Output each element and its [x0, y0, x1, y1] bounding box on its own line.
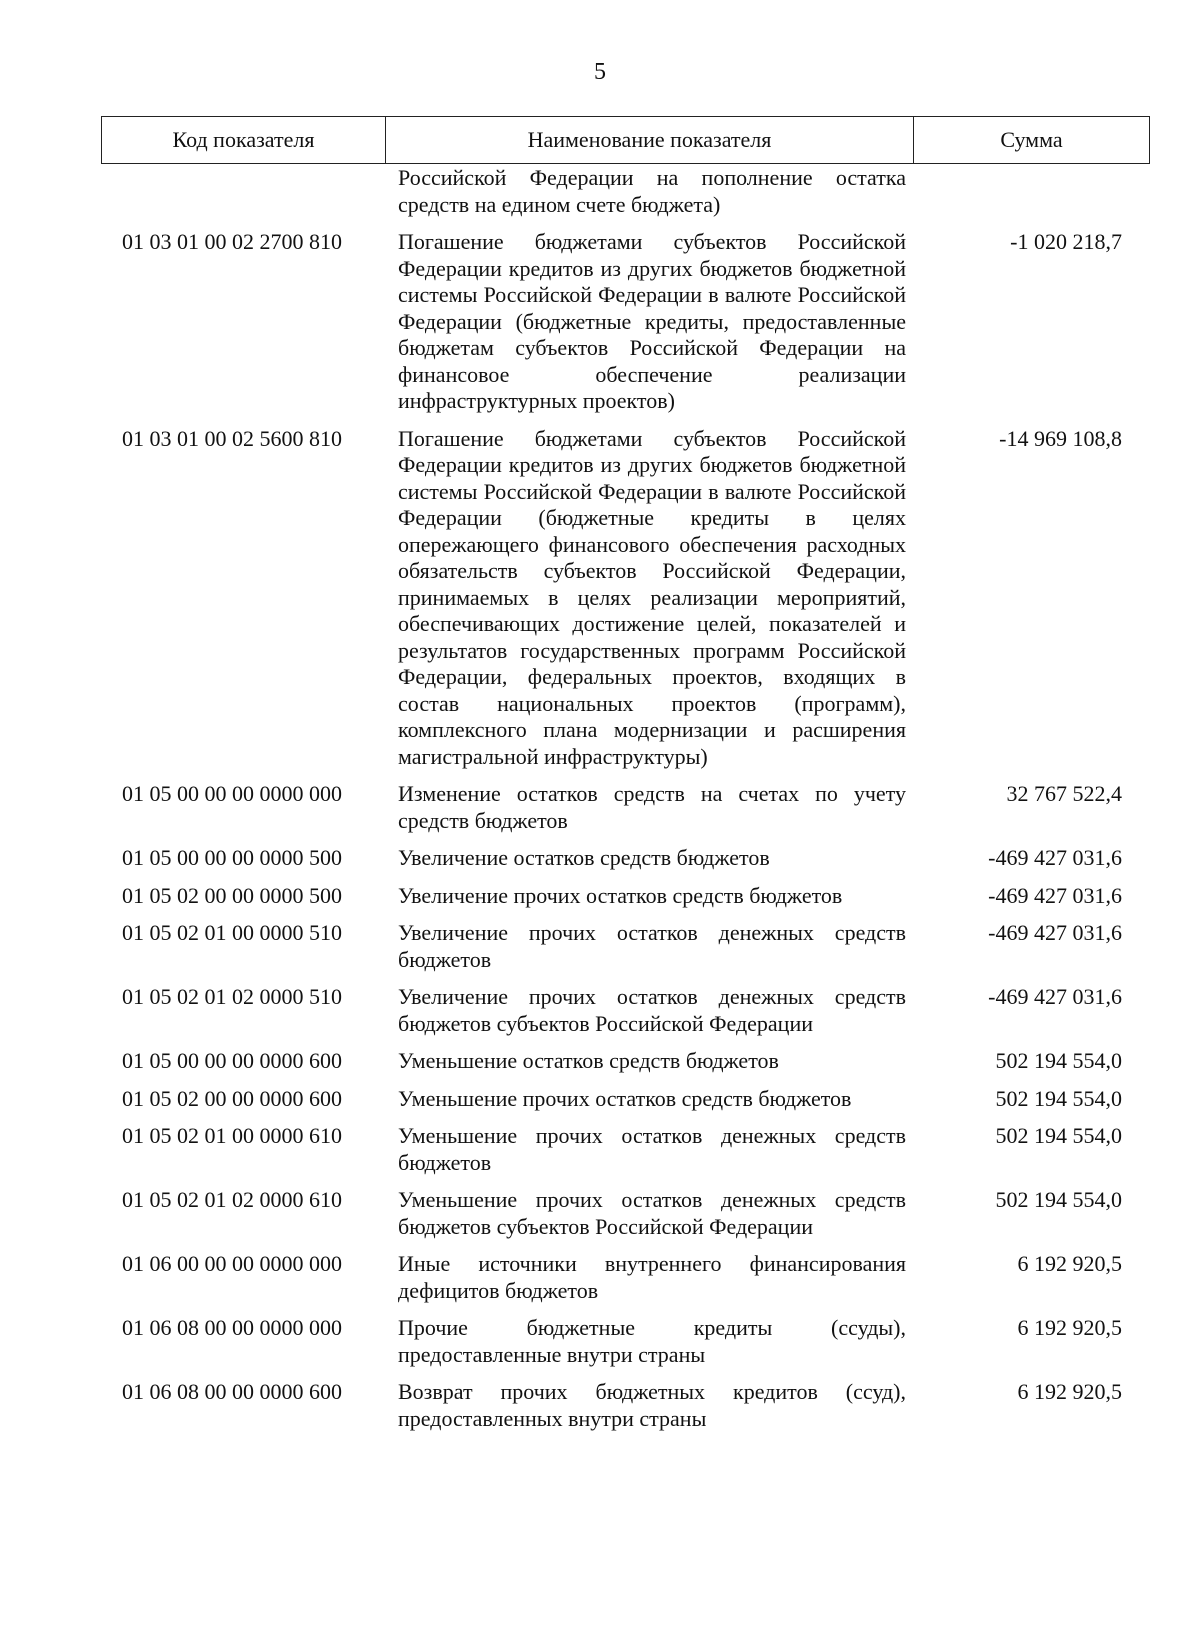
row-amount: 502 194 554,0 — [995, 1085, 1122, 1111]
row-name: Увеличение прочих остатков денежных средств бюджетов — [398, 920, 906, 972]
row-amount: 32 767 522,4 — [1006, 781, 1122, 806]
row-name: Изменение остатков средств на счетах по учету средств бюджетов — [398, 781, 906, 833]
table-row — [0, 984, 1200, 1037]
table-row — [0, 1315, 1200, 1368]
row-code: 01 05 00 00 00 0000 000 — [122, 781, 342, 806]
table-row — [0, 1123, 1200, 1176]
row-name: Увеличение прочих остатков средств бюджетов — [398, 882, 843, 908]
row-amount: 6 192 920,5 — [1017, 1315, 1122, 1340]
row-code: 01 05 02 01 02 0000 610 — [122, 1187, 342, 1212]
row-code: 01 03 01 00 02 5600 810 — [122, 425, 342, 451]
row-name: Уменьшение прочих остатков денежных средств бюджетов субъектов Российской Федерации — [398, 1187, 906, 1239]
row-code: 01 06 08 00 00 0000 600 — [122, 1379, 342, 1404]
table-row — [0, 845, 1200, 872]
page-number: 5 — [594, 59, 606, 85]
row-amount: 502 194 554,0 — [995, 1048, 1122, 1073]
row-code: 01 06 00 00 00 0000 000 — [122, 1251, 342, 1276]
table-row — [0, 426, 1200, 771]
row-amount: 502 194 554,0 — [995, 1187, 1122, 1212]
row-amount: -1 020 218,7 — [1010, 229, 1122, 254]
table-row — [0, 920, 1200, 973]
row-code: 01 05 02 01 02 0000 510 — [122, 984, 342, 1009]
row-name: Иные источники внутреннего финансирования дефицитов бюджетов — [398, 1251, 906, 1303]
table-row — [0, 229, 1200, 415]
row-amount: -469 427 031,6 — [988, 984, 1122, 1009]
row-code: 01 05 00 00 00 0000 500 — [122, 845, 342, 870]
row-name: Уменьшение прочих остатков средств бюджетов — [398, 1085, 852, 1111]
row-name: Уменьшение остатков средств бюджетов — [398, 1048, 779, 1073]
table-header — [101, 116, 1150, 164]
row-name: Возврат прочих бюджетных кредитов (ссуд), предоставленных внутри страны — [398, 1379, 906, 1431]
table-body — [0, 165, 1200, 1443]
row-code: 01 06 08 00 00 0000 000 — [122, 1315, 342, 1340]
row-name: Прочие бюджетные кредиты (ссуды), предоставленные внутри страны — [398, 1315, 906, 1367]
row-code: 01 05 02 01 00 0000 610 — [122, 1123, 342, 1148]
table-row-continuation — [0, 165, 1200, 218]
row-name: Увеличение прочих остатков денежных средств бюджетов субъектов Российской Федерации — [398, 984, 906, 1036]
header-sum: Сумма — [1000, 127, 1063, 152]
row-name: Российской Федерации на пополнение остатка средств на едином счете бюджета) — [398, 165, 906, 217]
table-row — [0, 1379, 1200, 1432]
table-row — [0, 1086, 1200, 1113]
table-row — [0, 781, 1200, 834]
row-amount: 6 192 920,5 — [1017, 1251, 1122, 1276]
table-row — [0, 1187, 1200, 1240]
row-amount: -469 427 031,6 — [988, 845, 1122, 870]
header-code: Код показателя — [102, 117, 386, 163]
row-amount: -14 969 108,8 — [999, 425, 1122, 451]
row-name: Погашение бюджетами субъектов Российской Федерации кредитов из других бюджетов бюджетной системы Российской Федерации в валюте Российской Федерации (бюджетные кредиты, предоставленные бюджетам субъектов Российской Федерации на финансовое обеспечение реализации инфраструктурных проектов) — [398, 229, 906, 413]
row-amount: -469 427 031,6 — [988, 920, 1122, 945]
row-code: 01 05 02 01 00 0000 510 — [122, 920, 342, 945]
row-code: 01 05 02 00 00 0000 500 — [122, 882, 342, 908]
row-amount: 6 192 920,5 — [1017, 1379, 1122, 1404]
row-amount: -469 427 031,6 — [988, 882, 1122, 908]
table-row — [0, 883, 1200, 910]
row-name: Увеличение остатков средств бюджетов — [398, 845, 770, 870]
table-row — [0, 1048, 1200, 1075]
header-name: Наименование показателя — [386, 117, 914, 163]
row-code: 01 05 02 00 00 0000 600 — [122, 1085, 342, 1111]
table-row — [0, 1251, 1200, 1304]
row-code: 01 05 00 00 00 0000 600 — [122, 1048, 342, 1073]
row-code: 01 03 01 00 02 2700 810 — [122, 229, 342, 254]
row-name: Погашение бюджетами субъектов Российской Федерации кредитов из других бюджетов бюджетной системы Российской Федерации в валюте Российской Федерации (бюджетные кредиты в целях опережающего финансового обеспечения расходных обязательств субъектов Российской Федерации, принимаемых в целях реализации мероприятий, обеспечивающих достижение целей, показателей и результатов государственных программ Российской Федерации, федеральных проектов, входящих в состав национальных проектов (программ), комплексного плана модернизации и расширения магистральной инфраструктуры) — [398, 425, 906, 769]
row-amount: 502 194 554,0 — [995, 1123, 1122, 1148]
row-name: Уменьшение прочих остатков денежных средств бюджетов — [398, 1123, 906, 1175]
